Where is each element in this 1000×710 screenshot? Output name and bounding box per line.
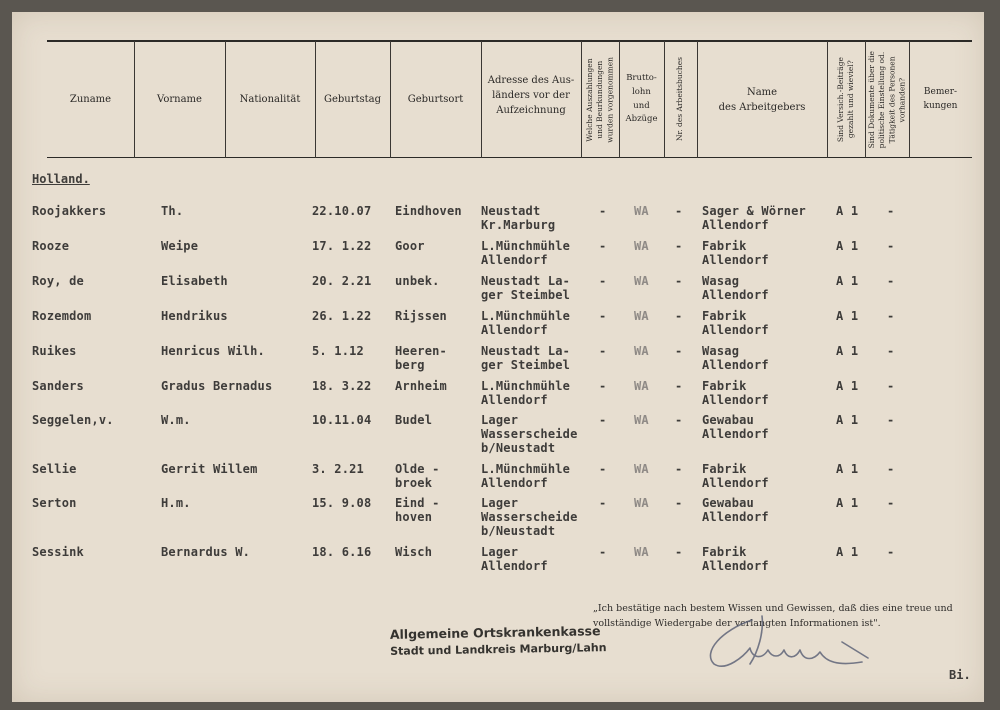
section-title: Holland. xyxy=(32,172,90,186)
cell-bruttolohn: WA xyxy=(634,496,649,510)
table-row xyxy=(12,344,984,384)
cell-zuname: Sellie xyxy=(32,462,77,476)
table-row xyxy=(12,204,984,244)
cell-adresse: Neustadt La- ger Steimbel xyxy=(481,344,571,372)
cell-vorname: Henricus Wilh. xyxy=(161,344,265,358)
cell-arbeitgeber: Fabrik Allendorf xyxy=(702,462,769,490)
header-geburtstag: Geburtstag xyxy=(323,94,382,105)
cell-vorname: Th. xyxy=(161,204,184,218)
cell-auszahlungen: - xyxy=(599,274,607,288)
cell-zuname: Serton xyxy=(32,496,77,510)
header-bruttolohn: Brutto- lohn und Abzüge xyxy=(625,73,658,125)
cell-geburtsort: unbek. xyxy=(395,274,440,288)
table-row xyxy=(12,545,984,585)
cell-versicherung: A 1 xyxy=(836,239,859,253)
stamp-line-2: Stadt und Landkreis Marburg/Lahn xyxy=(390,641,607,658)
cell-dokumente: - xyxy=(887,239,895,253)
header-versicherung xyxy=(827,41,865,158)
cell-bruttolohn: WA xyxy=(634,239,649,253)
cell-dokumente: - xyxy=(887,204,895,218)
cell-zuname: Sanders xyxy=(32,379,84,393)
cell-arbeitsbuch: - xyxy=(675,239,683,253)
cell-versicherung: A 1 xyxy=(836,462,859,476)
cell-geburtstag: 17. 1.22 xyxy=(312,239,372,253)
header-vorname: Vorname xyxy=(157,94,202,105)
cell-arbeitgeber: Sager & Wörner Allendorf xyxy=(702,204,806,232)
header-bemerkungen: Bemer- kungen xyxy=(923,87,958,111)
cell-geburtsort: Budel xyxy=(395,413,433,427)
header-arbeitsbuch-text: Nr. des Arbeitsbuches xyxy=(675,57,685,142)
cell-geburtsort: Eindhoven xyxy=(395,204,462,218)
cell-auszahlungen: - xyxy=(599,545,607,559)
cell-bruttolohn: WA xyxy=(634,344,649,358)
cell-geburtsort: Heeren- berg xyxy=(395,344,447,372)
cell-geburtstag: 18. 6.16 xyxy=(312,545,372,559)
cell-dokumente: - xyxy=(887,274,895,288)
cell-geburtsort: Goor xyxy=(395,239,425,253)
cell-auszahlungen: - xyxy=(599,379,607,393)
cell-versicherung: A 1 xyxy=(836,274,859,288)
cell-arbeitsbuch: - xyxy=(675,379,683,393)
header-adresse: Adresse des Aus- länders vor der Aufzeichnung xyxy=(487,75,575,116)
cell-dokumente: - xyxy=(887,496,895,510)
cell-auszahlungen: - xyxy=(599,309,607,323)
cell-arbeitgeber: Wasag Allendorf xyxy=(702,274,769,302)
cell-vorname: Gradus Bernadus xyxy=(161,379,273,393)
cell-versicherung: A 1 xyxy=(836,496,859,510)
cell-auszahlungen: - xyxy=(599,496,607,510)
cell-dokumente: - xyxy=(887,462,895,476)
cell-dokumente: - xyxy=(887,344,895,358)
cell-vorname: W.m. xyxy=(161,413,191,427)
cell-adresse: L.Münchmühle Allendorf xyxy=(481,239,571,267)
cell-vorname: Bernardus W. xyxy=(161,545,251,559)
header-auszahlungen-text: Welche Auszahlungen und Beurkundungen wurden vorgenommen xyxy=(584,56,615,143)
cell-vorname: Elisabeth xyxy=(161,274,228,288)
cell-arbeitsbuch: - xyxy=(675,204,683,218)
cell-bruttolohn: WA xyxy=(634,204,649,218)
cell-adresse: Lager Wasserscheide b/Neustadt xyxy=(481,413,578,455)
cell-geburtsort: Arnheim xyxy=(395,379,447,393)
office-stamp xyxy=(390,623,607,658)
cell-geburtstag: 20. 2.21 xyxy=(312,274,372,288)
header-zuname: Zuname xyxy=(69,94,112,105)
cell-adresse: L.Münchmühle Allendorf xyxy=(481,379,571,407)
cell-zuname: Ruikes xyxy=(32,344,77,358)
header-arbeitsbuch xyxy=(664,41,697,158)
cell-auszahlungen: - xyxy=(599,239,607,253)
header-arbeitgeber: Name des Arbeitgebers xyxy=(718,86,806,113)
cell-zuname: Rooze xyxy=(32,239,70,253)
cell-bruttolohn: WA xyxy=(634,413,649,427)
cell-bruttolohn: WA xyxy=(634,274,649,288)
cell-auszahlungen: - xyxy=(599,204,607,218)
cell-versicherung: A 1 xyxy=(836,204,859,218)
cell-arbeitsbuch: - xyxy=(675,545,683,559)
cell-arbeitsbuch: - xyxy=(675,462,683,476)
cell-bruttolohn: WA xyxy=(634,462,649,476)
cell-arbeitgeber: Fabrik Allendorf xyxy=(702,545,769,573)
cell-arbeitgeber: Gewabau Allendorf xyxy=(702,413,769,441)
cell-arbeitsbuch: - xyxy=(675,309,683,323)
cell-dokumente: - xyxy=(887,309,895,323)
cell-arbeitgeber: Gewabau Allendorf xyxy=(702,496,769,524)
cell-adresse: Neustadt Kr.Marburg xyxy=(481,204,556,232)
cell-geburtsort: Rijssen xyxy=(395,309,447,323)
cell-auszahlungen: - xyxy=(599,344,607,358)
cell-bruttolohn: WA xyxy=(634,309,649,323)
header-dokumente xyxy=(865,41,909,158)
cell-zuname: Seggelen,v. xyxy=(32,413,114,427)
cell-geburtsort: Olde - broek xyxy=(395,462,440,490)
cell-dokumente: - xyxy=(887,545,895,559)
cell-geburtstag: 10.11.04 xyxy=(312,413,372,427)
stamp-line-1: Allgemeine Ortskrankenkasse xyxy=(389,623,601,642)
cell-geburtstag: 3. 2.21 xyxy=(312,462,364,476)
cell-zuname: Sessink xyxy=(32,545,84,559)
cell-arbeitgeber: Fabrik Allendorf xyxy=(702,239,769,267)
cell-versicherung: A 1 xyxy=(836,344,859,358)
cell-geburtstag: 5. 1.12 xyxy=(312,344,364,358)
cell-versicherung: A 1 xyxy=(836,309,859,323)
header-dokumente-text: Sind Dokumente über die politische Einstellung od. Tätigkeit des Personen vorhanden? xyxy=(866,50,907,149)
cell-vorname: Gerrit Willem xyxy=(161,462,258,476)
cell-geburtsort: Wisch xyxy=(395,545,433,559)
cell-vorname: Weipe xyxy=(161,239,199,253)
header-auszahlungen xyxy=(581,41,619,158)
cell-bruttolohn: WA xyxy=(634,379,649,393)
cell-vorname: H.m. xyxy=(161,496,191,510)
cell-arbeitgeber: Fabrik Allendorf xyxy=(702,309,769,337)
cell-adresse: Lager Wasserscheide b/Neustadt xyxy=(481,496,578,538)
page-number: Bi. xyxy=(949,668,971,682)
cell-versicherung: A 1 xyxy=(836,545,859,559)
cell-geburtstag: 22.10.07 xyxy=(312,204,372,218)
header-geburtsort: Geburtsort xyxy=(407,94,464,105)
certification-statement: „Ich bestätige nach bestem Wissen und Gewissen, daß dies eine treue und vollständige Wiedergabe der verlangten Informationen ist". xyxy=(593,603,953,629)
cell-adresse: L.Münchmühle Allendorf xyxy=(481,462,571,490)
cell-geburtsort: Eind - hoven xyxy=(395,496,440,524)
cell-bruttolohn: WA xyxy=(634,545,649,559)
cell-arbeitsbuch: - xyxy=(675,274,683,288)
cell-dokumente: - xyxy=(887,413,895,427)
cell-arbeitgeber: Fabrik Allendorf xyxy=(702,379,769,407)
cell-arbeitsbuch: - xyxy=(675,496,683,510)
cell-adresse: Neustadt La- ger Steimbel xyxy=(481,274,571,302)
cell-auszahlungen: - xyxy=(599,462,607,476)
table-row xyxy=(12,413,984,463)
cell-vorname: Hendrikus xyxy=(161,309,228,323)
table-row xyxy=(12,239,984,279)
table-row xyxy=(12,309,984,349)
cell-auszahlungen: - xyxy=(599,413,607,427)
cell-geburtstag: 26. 1.22 xyxy=(312,309,372,323)
cell-adresse: Lager Allendorf xyxy=(481,545,548,573)
header-versicherung-text: Sind Versich.-Beiträge gezahlt und wieviel? xyxy=(835,56,855,143)
cell-arbeitgeber: Wasag Allendorf xyxy=(702,344,769,372)
handwritten-signature xyxy=(692,612,872,672)
cell-dokumente: - xyxy=(887,379,895,393)
header-nationalitaet: Nationalität xyxy=(239,94,301,105)
document-sheet xyxy=(12,12,984,702)
table-row xyxy=(12,274,984,314)
table-row xyxy=(12,496,984,546)
cell-versicherung: A 1 xyxy=(836,413,859,427)
cell-adresse: L.Münchmühle Allendorf xyxy=(481,309,571,337)
cell-geburtstag: 15. 9.08 xyxy=(312,496,372,510)
cell-versicherung: A 1 xyxy=(836,379,859,393)
cell-geburtstag: 18. 3.22 xyxy=(312,379,372,393)
cell-arbeitsbuch: - xyxy=(675,344,683,358)
cell-zuname: Rozemdom xyxy=(32,309,92,323)
cell-zuname: Roojakkers xyxy=(32,204,107,218)
cell-zuname: Roy, de xyxy=(32,274,84,288)
cell-arbeitsbuch: - xyxy=(675,413,683,427)
